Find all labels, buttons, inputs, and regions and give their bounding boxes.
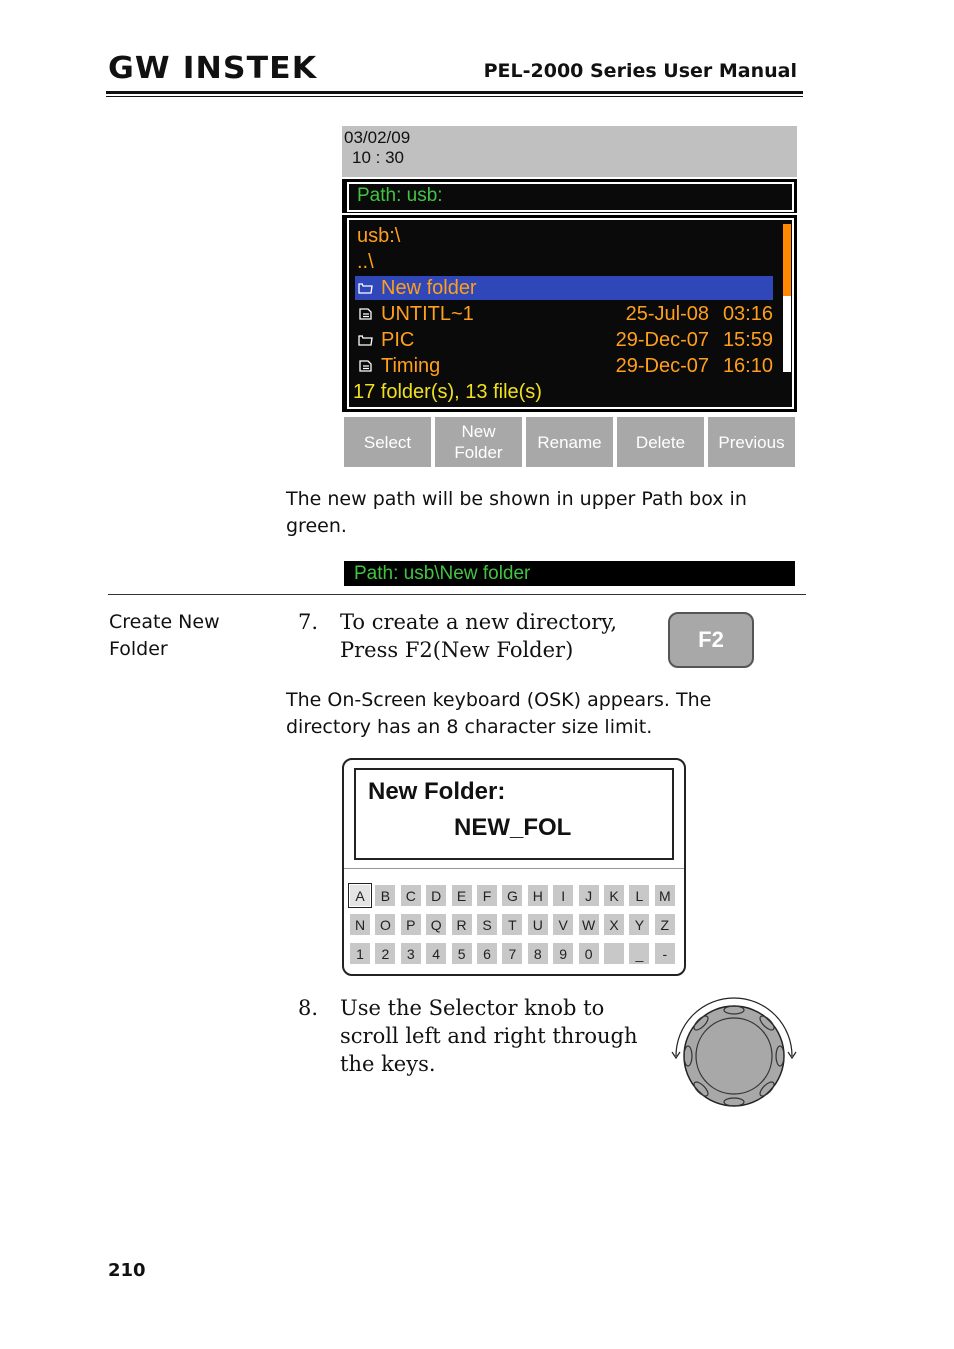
- osk-key[interactable]: I: [553, 885, 573, 906]
- softkey-label: Previous: [718, 432, 785, 452]
- osk-key[interactable]: L: [629, 885, 649, 906]
- section-divider: [108, 594, 806, 595]
- file-name: Timing: [381, 355, 441, 377]
- file-icon: [358, 307, 373, 320]
- select-softkey[interactable]: [344, 417, 431, 467]
- folder-icon: [358, 333, 373, 346]
- osk-key[interactable]: U: [528, 914, 548, 935]
- path-text: Path: usb:: [357, 185, 443, 206]
- file-time: 03:16: [722, 303, 773, 325]
- delete-softkey[interactable]: [617, 417, 704, 467]
- section-label: Create New Folder: [109, 611, 220, 660]
- file-list-box: [342, 215, 797, 412]
- osk-key[interactable]: S: [477, 914, 497, 935]
- step8-text: Use the Selector knob to scroll left and right through the keys.: [340, 996, 638, 1076]
- osk-value: NEW_FOL: [454, 814, 572, 841]
- osk-key[interactable]: E: [452, 885, 472, 906]
- osk-key[interactable]: Q: [426, 914, 446, 935]
- osk-key[interactable]: G: [502, 885, 522, 906]
- file-date: 25-Jul-08: [625, 303, 709, 325]
- osk-key[interactable]: B: [375, 885, 395, 906]
- new-path-note: The new path will be shown in upper Path box in green.: [286, 488, 747, 537]
- osk-key[interactable]: M: [655, 885, 675, 906]
- osk-key[interactable]: 7: [502, 943, 522, 964]
- new-path-strip: [344, 561, 795, 586]
- osk-label: New Folder:: [368, 778, 506, 805]
- osk-key[interactable]: W: [579, 914, 599, 935]
- softkey-label: New Folder: [454, 422, 503, 462]
- file-date: 29-Dec-07: [615, 329, 709, 351]
- osk-key[interactable]: 1: [350, 943, 370, 964]
- osk-key[interactable]: -: [655, 943, 675, 964]
- file-name: ..\: [357, 251, 374, 273]
- file-name: UNTITL~1: [381, 303, 474, 325]
- osk-key[interactable]: O: [375, 914, 395, 935]
- file-name: PIC: [381, 329, 415, 351]
- new-folder-softkey[interactable]: [435, 417, 522, 467]
- header-rule: [106, 91, 803, 94]
- osk-key[interactable]: [604, 943, 624, 964]
- osk-key[interactable]: Y: [629, 914, 649, 935]
- file-name: New folder: [381, 277, 477, 299]
- osk-key[interactable]: _: [629, 943, 649, 964]
- file-list-item[interactable]: [355, 328, 773, 352]
- osk-key[interactable]: F: [477, 885, 497, 906]
- file-list: [347, 218, 794, 409]
- osk-key[interactable]: 2: [375, 943, 395, 964]
- osk-key[interactable]: 4: [426, 943, 446, 964]
- osk-key[interactable]: 9: [553, 943, 573, 964]
- osk-key[interactable]: R: [452, 914, 472, 935]
- osk-key[interactable]: T: [502, 914, 522, 935]
- header-rule-thin: [106, 96, 803, 97]
- osk-key[interactable]: X: [604, 914, 624, 935]
- file-list-item[interactable]: [355, 250, 773, 274]
- file-name: usb:\: [357, 225, 401, 247]
- osk-key[interactable]: H: [528, 885, 548, 906]
- file-icon: [358, 359, 373, 372]
- softkey-label: Select: [363, 432, 412, 452]
- file-time: 15:59: [722, 329, 773, 351]
- file-date: 29-Dec-07: [615, 355, 709, 377]
- file-time: 16:10: [722, 355, 773, 377]
- softkey-label: Delete: [635, 432, 686, 452]
- path-box: [342, 179, 797, 213]
- osk-key[interactable]: V: [553, 914, 573, 935]
- step7-number: 7.: [298, 610, 319, 634]
- scrollbar-thumb[interactable]: [783, 224, 791, 296]
- previous-softkey[interactable]: [708, 417, 795, 467]
- softkey-bar: [342, 417, 797, 467]
- file-list-item[interactable]: [355, 276, 773, 300]
- screen-date: 03/02/09: [344, 128, 411, 147]
- osk-key[interactable]: C: [401, 885, 421, 906]
- osk-key[interactable]: Z: [655, 914, 675, 935]
- file-list-item[interactable]: [355, 302, 773, 326]
- on-screen-keyboard: [342, 758, 686, 976]
- osk-key[interactable]: 5: [452, 943, 472, 964]
- f2-key-button[interactable]: F2: [668, 612, 754, 668]
- step7-text: To create a new directory, Press F2(New Folder): [340, 610, 618, 662]
- softkey-label: Rename: [537, 432, 602, 452]
- osk-keys: [344, 760, 684, 974]
- selector-knob-icon[interactable]: [668, 994, 800, 1114]
- folder-icon: [358, 281, 373, 294]
- osk-key[interactable]: N: [350, 914, 370, 935]
- datetime-bar: [342, 126, 797, 177]
- gw-instek-logo: GW INSTEK: [108, 51, 318, 86]
- osk-note: The On-Screen keyboard (OSK) appears. The directory has an 8 character size limit.: [286, 689, 712, 738]
- new-path-text: Path: usb\New folder: [354, 563, 531, 584]
- osk-key[interactable]: D: [426, 885, 446, 906]
- manual-title: PEL-2000 Series User Manual: [483, 60, 797, 82]
- step8-number: 8.: [298, 996, 319, 1020]
- osk-key[interactable]: J: [579, 885, 599, 906]
- file-browser-screen: [342, 126, 797, 468]
- osk-key[interactable]: K: [604, 885, 624, 906]
- osk-key[interactable]: P: [401, 914, 421, 935]
- osk-key[interactable]: A: [350, 885, 370, 906]
- osk-key[interactable]: 8: [528, 943, 548, 964]
- rename-softkey[interactable]: [526, 417, 613, 467]
- folder-file-summary: 17 folder(s), 13 file(s): [353, 381, 542, 403]
- page-number: 210: [108, 1260, 146, 1281]
- file-list-item[interactable]: [355, 354, 773, 378]
- osk-key[interactable]: 3: [401, 943, 421, 964]
- file-list-item[interactable]: [355, 224, 773, 248]
- osk-key[interactable]: 0: [579, 943, 599, 964]
- screen-time: 10 : 30: [352, 148, 404, 167]
- osk-key[interactable]: 6: [477, 943, 497, 964]
